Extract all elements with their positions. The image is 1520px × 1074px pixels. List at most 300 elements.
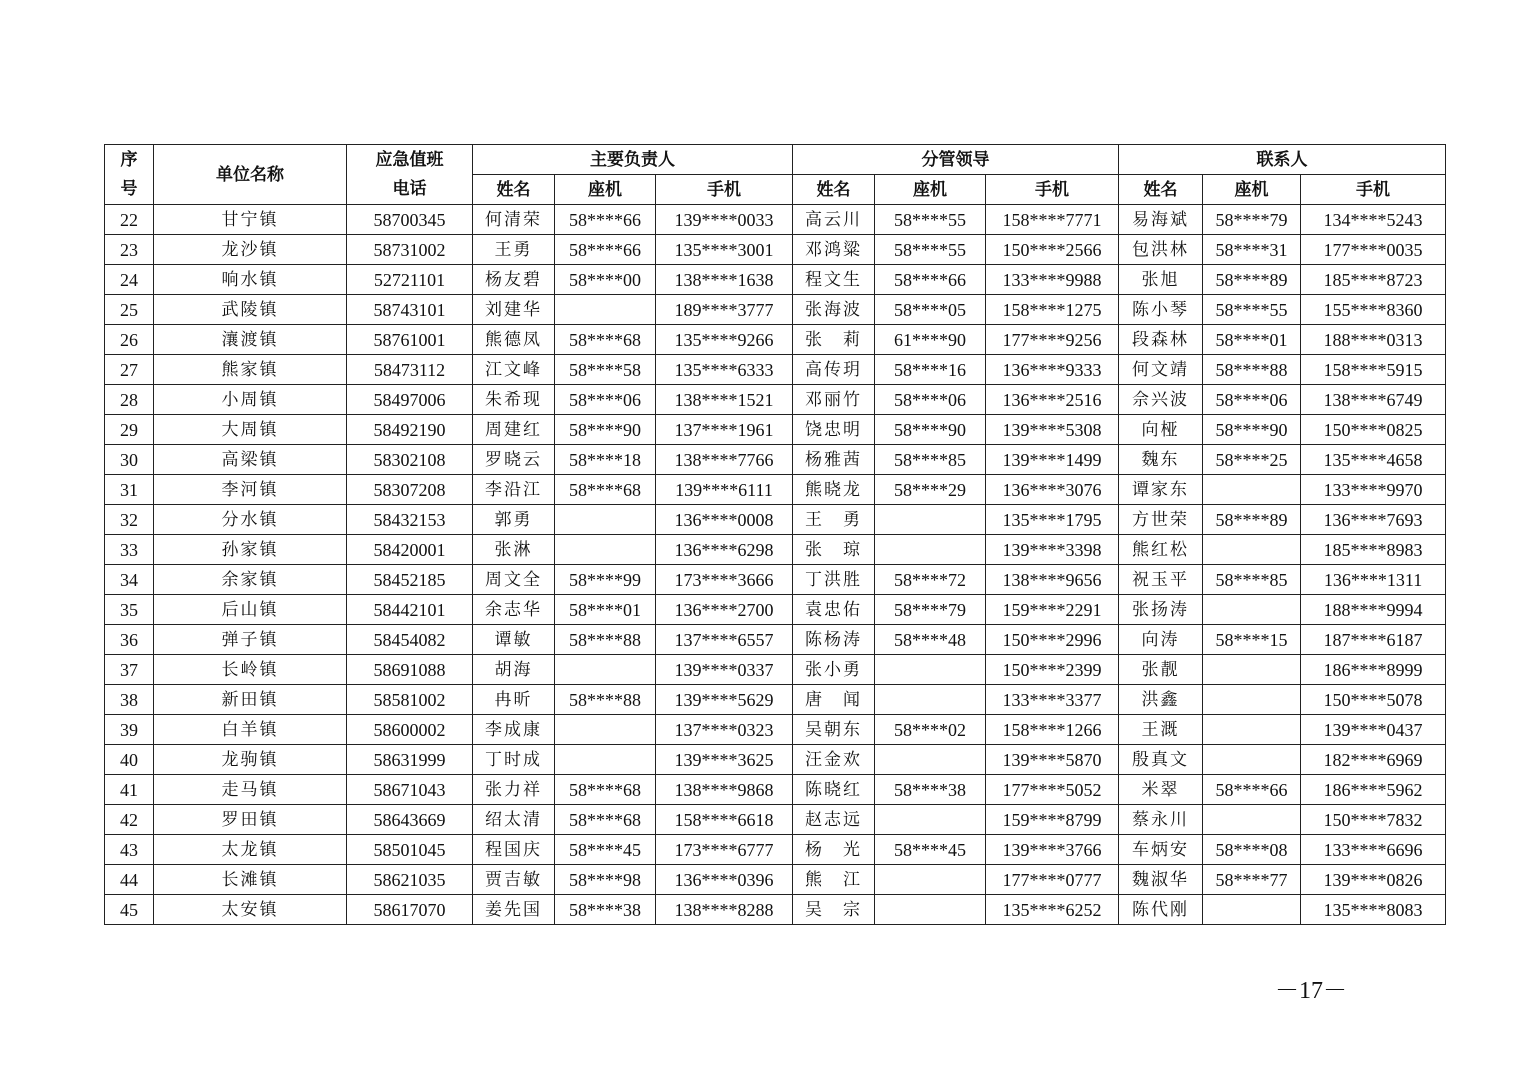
cell-leader-name: 唐 闻 bbox=[793, 685, 875, 715]
cell-duty-phone: 58691088 bbox=[347, 655, 473, 685]
cell-unit: 分水镇 bbox=[154, 505, 347, 535]
table-row bbox=[105, 655, 1446, 685]
cell-leader-mobile: 150****2996 bbox=[986, 625, 1119, 655]
cell-leader-name: 张小勇 bbox=[793, 655, 875, 685]
cell-unit: 长滩镇 bbox=[154, 865, 347, 895]
cell-principal-mobile: 136****0008 bbox=[656, 505, 793, 535]
cell-principal-mobile: 138****1638 bbox=[656, 265, 793, 295]
cell-leader-name: 高传玥 bbox=[793, 355, 875, 385]
cell-unit: 后山镇 bbox=[154, 595, 347, 625]
cell-seq: 25 bbox=[105, 295, 154, 325]
cell-principal-name: 罗晓云 bbox=[473, 445, 555, 475]
cell-principal-mobile: 135****9266 bbox=[656, 325, 793, 355]
cell-contact-mobile: 158****5915 bbox=[1301, 355, 1446, 385]
cell-contact-landline: 58****31 bbox=[1203, 235, 1301, 265]
cell-contact-mobile: 188****0313 bbox=[1301, 325, 1446, 355]
cell-contact-landline: 58****66 bbox=[1203, 775, 1301, 805]
table-row bbox=[105, 205, 1446, 235]
cell-unit: 熊家镇 bbox=[154, 355, 347, 385]
cell-leader-name: 吴朝东 bbox=[793, 715, 875, 745]
cell-contact-landline bbox=[1203, 595, 1301, 625]
cell-contact-name: 包洪林 bbox=[1119, 235, 1203, 265]
header-duty-bottom: 电话 bbox=[392, 178, 427, 199]
cell-contact-name: 祝玉平 bbox=[1119, 565, 1203, 595]
cell-principal-mobile: 138****1521 bbox=[656, 385, 793, 415]
cell-leader-mobile: 159****8799 bbox=[986, 805, 1119, 835]
cell-seq: 31 bbox=[105, 475, 154, 505]
table-row bbox=[105, 445, 1446, 475]
cell-leader-name: 袁忠佑 bbox=[793, 595, 875, 625]
cell-contact-landline: 58****85 bbox=[1203, 565, 1301, 595]
cell-principal-mobile: 138****9868 bbox=[656, 775, 793, 805]
cell-leader-name: 赵志远 bbox=[793, 805, 875, 835]
cell-duty-phone: 58743101 bbox=[347, 295, 473, 325]
cell-unit: 瀼渡镇 bbox=[154, 325, 347, 355]
cell-leader-mobile: 139****3766 bbox=[986, 835, 1119, 865]
cell-contact-mobile: 135****8083 bbox=[1301, 895, 1446, 925]
cell-principal-mobile: 138****8288 bbox=[656, 895, 793, 925]
table-row bbox=[105, 625, 1446, 655]
cell-duty-phone: 58307208 bbox=[347, 475, 473, 505]
cell-leader-name: 张 琼 bbox=[793, 535, 875, 565]
cell-duty-phone: 58432153 bbox=[347, 505, 473, 535]
cell-contact-mobile: 187****6187 bbox=[1301, 625, 1446, 655]
cell-principal-mobile: 135****3001 bbox=[656, 235, 793, 265]
cell-principal-landline bbox=[555, 535, 656, 565]
cell-leader-name: 程文生 bbox=[793, 265, 875, 295]
cell-leader-landline: 58****48 bbox=[875, 625, 986, 655]
cell-leader-mobile: 158****1266 bbox=[986, 715, 1119, 745]
cell-leader-landline: 58****16 bbox=[875, 355, 986, 385]
cell-contact-name: 魏淑华 bbox=[1119, 865, 1203, 895]
cell-leader-name: 杨 光 bbox=[793, 835, 875, 865]
cell-contact-name: 向涛 bbox=[1119, 625, 1203, 655]
cell-principal-mobile: 136****2700 bbox=[656, 595, 793, 625]
cell-principal-landline: 58****66 bbox=[555, 205, 656, 235]
cell-unit: 响水镇 bbox=[154, 265, 347, 295]
table-row bbox=[105, 475, 1446, 505]
cell-principal-name: 周文全 bbox=[473, 565, 555, 595]
cell-contact-landline: 58****01 bbox=[1203, 325, 1301, 355]
table-row bbox=[105, 685, 1446, 715]
header-name: 姓名 bbox=[473, 175, 555, 205]
cell-principal-name: 熊德凤 bbox=[473, 325, 555, 355]
header-duty-top: 应急值班 bbox=[375, 149, 444, 170]
header-unit: 单位名称 bbox=[154, 145, 347, 205]
table-row bbox=[105, 415, 1446, 445]
cell-principal-name: 郭勇 bbox=[473, 505, 555, 535]
cell-contact-mobile: 177****0035 bbox=[1301, 235, 1446, 265]
cell-leader-landline: 58****55 bbox=[875, 235, 986, 265]
cell-contact-landline: 58****77 bbox=[1203, 865, 1301, 895]
cell-contact-name: 张扬涛 bbox=[1119, 595, 1203, 625]
cell-principal-mobile: 158****6618 bbox=[656, 805, 793, 835]
cell-seq: 22 bbox=[105, 205, 154, 235]
header-landline: 座机 bbox=[1203, 175, 1301, 205]
header-mobile: 手机 bbox=[1301, 175, 1446, 205]
cell-principal-mobile: 136****0396 bbox=[656, 865, 793, 895]
cell-leader-name: 邓丽竹 bbox=[793, 385, 875, 415]
cell-principal-mobile: 135****6333 bbox=[656, 355, 793, 385]
cell-seq: 32 bbox=[105, 505, 154, 535]
table-row bbox=[105, 865, 1446, 895]
cell-principal-name: 刘建华 bbox=[473, 295, 555, 325]
cell-contact-name: 张靓 bbox=[1119, 655, 1203, 685]
cell-contact-mobile: 186****8999 bbox=[1301, 655, 1446, 685]
cell-contact-landline: 58****90 bbox=[1203, 415, 1301, 445]
cell-unit: 白羊镇 bbox=[154, 715, 347, 745]
cell-unit: 罗田镇 bbox=[154, 805, 347, 835]
contact-table bbox=[104, 144, 1446, 925]
cell-contact-name: 殷真文 bbox=[1119, 745, 1203, 775]
cell-principal-landline: 58****98 bbox=[555, 865, 656, 895]
cell-leader-landline: 58****38 bbox=[875, 775, 986, 805]
cell-contact-landline: 58****79 bbox=[1203, 205, 1301, 235]
cell-leader-landline: 58****85 bbox=[875, 445, 986, 475]
cell-duty-phone: 58492190 bbox=[347, 415, 473, 445]
cell-seq: 27 bbox=[105, 355, 154, 385]
cell-seq: 39 bbox=[105, 715, 154, 745]
cell-principal-landline: 58****88 bbox=[555, 625, 656, 655]
cell-contact-name: 陈小琴 bbox=[1119, 295, 1203, 325]
cell-principal-name: 周建红 bbox=[473, 415, 555, 445]
cell-leader-landline bbox=[875, 865, 986, 895]
cell-principal-name: 姜先国 bbox=[473, 895, 555, 925]
cell-contact-mobile: 182****6969 bbox=[1301, 745, 1446, 775]
cell-contact-name: 蔡永川 bbox=[1119, 805, 1203, 835]
cell-leader-name: 吴 宗 bbox=[793, 895, 875, 925]
cell-contact-landline bbox=[1203, 655, 1301, 685]
cell-seq: 29 bbox=[105, 415, 154, 445]
table-row bbox=[105, 325, 1446, 355]
cell-contact-mobile: 185****8723 bbox=[1301, 265, 1446, 295]
cell-duty-phone: 58473112 bbox=[347, 355, 473, 385]
cell-contact-name: 谭家东 bbox=[1119, 475, 1203, 505]
cell-contact-name: 洪鑫 bbox=[1119, 685, 1203, 715]
cell-leader-name: 饶忠明 bbox=[793, 415, 875, 445]
cell-contact-landline: 58****15 bbox=[1203, 625, 1301, 655]
cell-principal-mobile: 137****6557 bbox=[656, 625, 793, 655]
table-row bbox=[105, 505, 1446, 535]
header-group-contact: 联系人 bbox=[1119, 145, 1446, 175]
cell-contact-mobile: 188****9994 bbox=[1301, 595, 1446, 625]
cell-duty-phone: 58731002 bbox=[347, 235, 473, 265]
cell-unit: 龙驹镇 bbox=[154, 745, 347, 775]
cell-principal-landline: 58****68 bbox=[555, 475, 656, 505]
cell-principal-name: 胡海 bbox=[473, 655, 555, 685]
cell-leader-name: 丁洪胜 bbox=[793, 565, 875, 595]
cell-seq: 34 bbox=[105, 565, 154, 595]
cell-seq: 30 bbox=[105, 445, 154, 475]
cell-leader-landline bbox=[875, 745, 986, 775]
cell-contact-mobile: 138****6749 bbox=[1301, 385, 1446, 415]
cell-seq: 42 bbox=[105, 805, 154, 835]
cell-contact-landline bbox=[1203, 715, 1301, 745]
cell-contact-mobile: 150****5078 bbox=[1301, 685, 1446, 715]
cell-leader-mobile: 139****5870 bbox=[986, 745, 1119, 775]
cell-duty-phone: 58671043 bbox=[347, 775, 473, 805]
cell-leader-landline: 58****06 bbox=[875, 385, 986, 415]
cell-principal-name: 王勇 bbox=[473, 235, 555, 265]
cell-leader-mobile: 158****1275 bbox=[986, 295, 1119, 325]
cell-contact-name: 车炳安 bbox=[1119, 835, 1203, 865]
cell-contact-name: 魏东 bbox=[1119, 445, 1203, 475]
table-row bbox=[105, 895, 1446, 925]
cell-unit: 甘宁镇 bbox=[154, 205, 347, 235]
cell-principal-mobile: 137****1961 bbox=[656, 415, 793, 445]
cell-principal-landline bbox=[555, 655, 656, 685]
cell-contact-landline: 58****06 bbox=[1203, 385, 1301, 415]
header-mobile: 手机 bbox=[986, 175, 1119, 205]
cell-principal-name: 杨友碧 bbox=[473, 265, 555, 295]
cell-contact-name: 方世荣 bbox=[1119, 505, 1203, 535]
header-landline: 座机 bbox=[555, 175, 656, 205]
cell-contact-mobile: 139****0826 bbox=[1301, 865, 1446, 895]
cell-seq: 40 bbox=[105, 745, 154, 775]
table-row bbox=[105, 745, 1446, 775]
cell-principal-mobile: 138****7766 bbox=[656, 445, 793, 475]
cell-contact-mobile: 134****5243 bbox=[1301, 205, 1446, 235]
cell-contact-mobile: 186****5962 bbox=[1301, 775, 1446, 805]
cell-contact-name: 米翠 bbox=[1119, 775, 1203, 805]
cell-duty-phone: 58442101 bbox=[347, 595, 473, 625]
cell-principal-name: 程国庆 bbox=[473, 835, 555, 865]
cell-principal-mobile: 173****3666 bbox=[656, 565, 793, 595]
cell-leader-landline bbox=[875, 895, 986, 925]
cell-duty-phone: 58501045 bbox=[347, 835, 473, 865]
cell-principal-landline: 58****45 bbox=[555, 835, 656, 865]
cell-principal-landline: 58****90 bbox=[555, 415, 656, 445]
cell-principal-landline bbox=[555, 745, 656, 775]
cell-leader-mobile: 177****5052 bbox=[986, 775, 1119, 805]
cell-duty-phone: 58302108 bbox=[347, 445, 473, 475]
cell-leader-mobile: 139****1499 bbox=[986, 445, 1119, 475]
cell-seq: 43 bbox=[105, 835, 154, 865]
cell-leader-mobile: 133****3377 bbox=[986, 685, 1119, 715]
cell-leader-landline: 58****05 bbox=[875, 295, 986, 325]
table-row bbox=[105, 265, 1446, 295]
cell-contact-landline bbox=[1203, 895, 1301, 925]
table-row bbox=[105, 835, 1446, 865]
cell-unit: 李河镇 bbox=[154, 475, 347, 505]
cell-leader-mobile: 150****2399 bbox=[986, 655, 1119, 685]
cell-leader-mobile: 150****2566 bbox=[986, 235, 1119, 265]
cell-contact-name: 向桠 bbox=[1119, 415, 1203, 445]
header-seq-bottom: 号 bbox=[120, 178, 138, 199]
header-seq-top: 序 bbox=[120, 149, 138, 170]
cell-duty-phone: 58420001 bbox=[347, 535, 473, 565]
table-row bbox=[105, 565, 1446, 595]
cell-duty-phone: 58600002 bbox=[347, 715, 473, 745]
cell-principal-landline: 58****99 bbox=[555, 565, 656, 595]
cell-principal-name: 张淋 bbox=[473, 535, 555, 565]
cell-contact-mobile: 150****0825 bbox=[1301, 415, 1446, 445]
cell-principal-name: 李成康 bbox=[473, 715, 555, 745]
cell-contact-mobile: 139****0437 bbox=[1301, 715, 1446, 745]
cell-contact-landline: 58****08 bbox=[1203, 835, 1301, 865]
cell-leader-mobile: 135****1795 bbox=[986, 505, 1119, 535]
cell-principal-mobile: 137****0323 bbox=[656, 715, 793, 745]
cell-contact-landline: 58****89 bbox=[1203, 265, 1301, 295]
cell-principal-mobile: 189****3777 bbox=[656, 295, 793, 325]
cell-seq: 35 bbox=[105, 595, 154, 625]
cell-contact-landline bbox=[1203, 805, 1301, 835]
cell-duty-phone: 58643669 bbox=[347, 805, 473, 835]
cell-seq: 28 bbox=[105, 385, 154, 415]
cell-principal-name: 丁时成 bbox=[473, 745, 555, 775]
cell-duty-phone: 58761001 bbox=[347, 325, 473, 355]
cell-leader-mobile: 135****6252 bbox=[986, 895, 1119, 925]
cell-leader-name: 王 勇 bbox=[793, 505, 875, 535]
cell-principal-name: 贾吉敏 bbox=[473, 865, 555, 895]
cell-leader-mobile: 139****5308 bbox=[986, 415, 1119, 445]
cell-leader-name: 陈杨涛 bbox=[793, 625, 875, 655]
cell-principal-landline: 58****06 bbox=[555, 385, 656, 415]
cell-principal-mobile: 136****6298 bbox=[656, 535, 793, 565]
cell-duty-phone: 52721101 bbox=[347, 265, 473, 295]
cell-unit: 大周镇 bbox=[154, 415, 347, 445]
cell-leader-name: 张 莉 bbox=[793, 325, 875, 355]
cell-unit: 武陵镇 bbox=[154, 295, 347, 325]
cell-leader-landline: 58****29 bbox=[875, 475, 986, 505]
header-name: 姓名 bbox=[793, 175, 875, 205]
cell-contact-mobile: 136****7693 bbox=[1301, 505, 1446, 535]
cell-leader-landline bbox=[875, 805, 986, 835]
table-row bbox=[105, 385, 1446, 415]
cell-principal-landline: 58****66 bbox=[555, 235, 656, 265]
cell-principal-mobile: 139****6111 bbox=[656, 475, 793, 505]
cell-leader-mobile: 159****2291 bbox=[986, 595, 1119, 625]
cell-contact-mobile: 155****8360 bbox=[1301, 295, 1446, 325]
cell-principal-landline: 58****68 bbox=[555, 325, 656, 355]
table-row bbox=[105, 805, 1446, 835]
cell-contact-landline bbox=[1203, 535, 1301, 565]
cell-contact-name: 易海斌 bbox=[1119, 205, 1203, 235]
cell-principal-name: 张力祥 bbox=[473, 775, 555, 805]
cell-leader-landline bbox=[875, 655, 986, 685]
cell-leader-landline: 58****90 bbox=[875, 415, 986, 445]
cell-leader-landline: 58****72 bbox=[875, 565, 986, 595]
cell-contact-landline: 58****55 bbox=[1203, 295, 1301, 325]
cell-seq: 33 bbox=[105, 535, 154, 565]
cell-unit: 太安镇 bbox=[154, 895, 347, 925]
cell-leader-name: 汪金欢 bbox=[793, 745, 875, 775]
cell-contact-name: 张旭 bbox=[1119, 265, 1203, 295]
cell-principal-mobile: 139****0337 bbox=[656, 655, 793, 685]
cell-principal-landline: 58****88 bbox=[555, 685, 656, 715]
cell-principal-landline: 58****38 bbox=[555, 895, 656, 925]
cell-principal-name: 谭敏 bbox=[473, 625, 555, 655]
cell-duty-phone: 58631999 bbox=[347, 745, 473, 775]
cell-leader-mobile: 177****9256 bbox=[986, 325, 1119, 355]
cell-principal-mobile: 139****3625 bbox=[656, 745, 793, 775]
table-row bbox=[105, 355, 1446, 385]
cell-contact-mobile: 133****6696 bbox=[1301, 835, 1446, 865]
cell-leader-landline: 61****90 bbox=[875, 325, 986, 355]
cell-contact-landline bbox=[1203, 475, 1301, 505]
cell-leader-mobile: 136****3076 bbox=[986, 475, 1119, 505]
cell-unit: 龙沙镇 bbox=[154, 235, 347, 265]
header-landline: 座机 bbox=[875, 175, 986, 205]
cell-leader-mobile: 133****9988 bbox=[986, 265, 1119, 295]
cell-principal-name: 江文峰 bbox=[473, 355, 555, 385]
cell-seq: 37 bbox=[105, 655, 154, 685]
cell-duty-phone: 58497006 bbox=[347, 385, 473, 415]
cell-contact-landline: 58****89 bbox=[1203, 505, 1301, 535]
table-body bbox=[105, 205, 1446, 925]
cell-seq: 36 bbox=[105, 625, 154, 655]
cell-principal-name: 何清荣 bbox=[473, 205, 555, 235]
cell-unit: 长岭镇 bbox=[154, 655, 347, 685]
header-duty-phone bbox=[347, 145, 473, 205]
cell-leader-name: 熊 江 bbox=[793, 865, 875, 895]
cell-unit: 弹子镇 bbox=[154, 625, 347, 655]
cell-contact-name: 陈代刚 bbox=[1119, 895, 1203, 925]
cell-contact-name: 熊红松 bbox=[1119, 535, 1203, 565]
cell-seq: 26 bbox=[105, 325, 154, 355]
cell-unit: 太龙镇 bbox=[154, 835, 347, 865]
cell-principal-name: 绍太清 bbox=[473, 805, 555, 835]
cell-leader-mobile: 177****0777 bbox=[986, 865, 1119, 895]
cell-leader-mobile: 139****3398 bbox=[986, 535, 1119, 565]
cell-principal-landline: 58****00 bbox=[555, 265, 656, 295]
cell-principal-name: 朱希现 bbox=[473, 385, 555, 415]
cell-contact-mobile: 133****9970 bbox=[1301, 475, 1446, 505]
cell-contact-name: 段森林 bbox=[1119, 325, 1203, 355]
cell-leader-mobile: 158****7771 bbox=[986, 205, 1119, 235]
cell-contact-landline bbox=[1203, 685, 1301, 715]
cell-principal-mobile: 139****5629 bbox=[656, 685, 793, 715]
cell-principal-landline: 58****58 bbox=[555, 355, 656, 385]
cell-principal-name: 余志华 bbox=[473, 595, 555, 625]
cell-principal-landline: 58****18 bbox=[555, 445, 656, 475]
cell-leader-mobile: 136****2516 bbox=[986, 385, 1119, 415]
cell-leader-name: 杨雅茜 bbox=[793, 445, 875, 475]
cell-seq: 23 bbox=[105, 235, 154, 265]
cell-seq: 44 bbox=[105, 865, 154, 895]
cell-principal-landline bbox=[555, 715, 656, 745]
cell-duty-phone: 58581002 bbox=[347, 685, 473, 715]
cell-leader-mobile: 138****9656 bbox=[986, 565, 1119, 595]
table-row bbox=[105, 295, 1446, 325]
cell-contact-name: 何文靖 bbox=[1119, 355, 1203, 385]
table-row bbox=[105, 595, 1446, 625]
cell-contact-mobile: 150****7832 bbox=[1301, 805, 1446, 835]
header-mobile: 手机 bbox=[656, 175, 793, 205]
table-row bbox=[105, 775, 1446, 805]
cell-unit: 高梁镇 bbox=[154, 445, 347, 475]
cell-contact-landline: 58****88 bbox=[1203, 355, 1301, 385]
header-seq bbox=[105, 145, 154, 205]
cell-seq: 41 bbox=[105, 775, 154, 805]
cell-unit: 走马镇 bbox=[154, 775, 347, 805]
cell-leader-landline: 58****79 bbox=[875, 595, 986, 625]
cell-principal-landline: 58****68 bbox=[555, 775, 656, 805]
cell-seq: 38 bbox=[105, 685, 154, 715]
cell-principal-name: 李沿江 bbox=[473, 475, 555, 505]
cell-principal-landline bbox=[555, 295, 656, 325]
cell-contact-name: 佘兴波 bbox=[1119, 385, 1203, 415]
header-name: 姓名 bbox=[1119, 175, 1203, 205]
cell-leader-landline: 58****66 bbox=[875, 265, 986, 295]
cell-duty-phone: 58617070 bbox=[347, 895, 473, 925]
table-header bbox=[105, 145, 1446, 205]
cell-leader-name: 邓鸿粱 bbox=[793, 235, 875, 265]
cell-leader-landline bbox=[875, 505, 986, 535]
cell-contact-mobile: 185****8983 bbox=[1301, 535, 1446, 565]
header-group-leader: 分管领导 bbox=[793, 145, 1119, 175]
cell-unit: 小周镇 bbox=[154, 385, 347, 415]
